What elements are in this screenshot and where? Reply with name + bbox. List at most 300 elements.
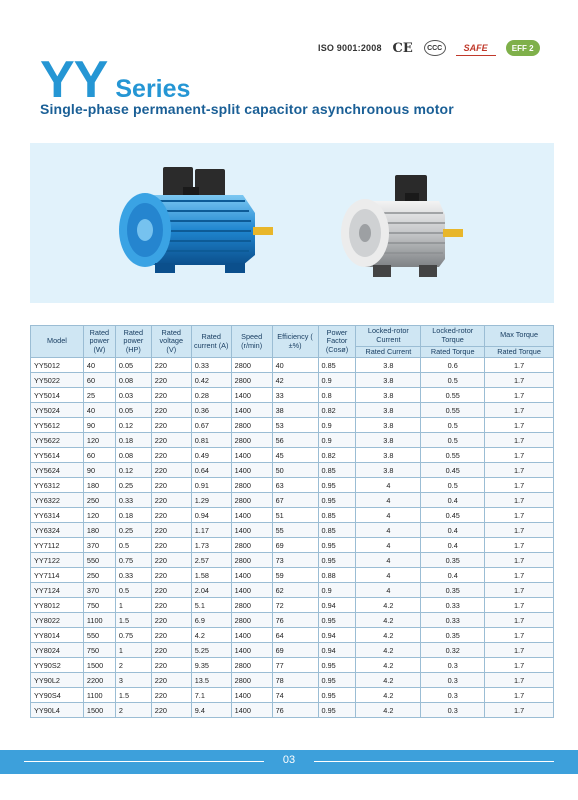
cell-current: 0.42 [191,373,231,388]
cell-locked-current: 3.8 [356,463,421,478]
cell-model: YY8014 [31,628,84,643]
cell-power-factor: 0.82 [318,448,356,463]
cell-power-factor: 0.82 [318,403,356,418]
cell-locked-torque: 0.32 [421,643,485,658]
cell-model: YY90L2 [31,673,84,688]
cell-efficiency: 63 [272,478,318,493]
cell-efficiency: 67 [272,493,318,508]
table-row [31,448,554,463]
cell-power-hp: 0.33 [115,568,151,583]
cell-power-factor: 0.9 [318,433,356,448]
cell-efficiency: 50 [272,463,318,478]
cell-speed: 2800 [231,538,272,553]
cell-current: 0.81 [191,433,231,448]
cell-locked-torque: 0.55 [421,388,485,403]
cell-locked-current: 4.2 [356,643,421,658]
cell-power-hp: 0.25 [115,523,151,538]
cell-power-w: 370 [83,583,115,598]
cell-locked-torque: 0.4 [421,538,485,553]
table-row [31,358,554,373]
title-yy: YY [40,51,108,109]
cell-model: YY90S4 [31,688,84,703]
cell-efficiency: 40 [272,358,318,373]
page-number: 03 [282,754,296,766]
cell-efficiency: 69 [272,643,318,658]
table-row [31,643,554,658]
cell-power-hp: 1 [115,643,151,658]
table-row [31,613,554,628]
cell-speed: 1400 [231,388,272,403]
cell-locked-current: 4.2 [356,613,421,628]
cell-voltage: 220 [151,448,191,463]
cell-voltage: 220 [151,493,191,508]
cell-locked-current: 4 [356,523,421,538]
cell-speed: 1400 [231,703,272,718]
cell-power-w: 180 [83,523,115,538]
table-row [31,418,554,433]
cell-max-torque: 1.7 [485,403,554,418]
table-row [31,523,554,538]
cell-locked-current: 4 [356,583,421,598]
cell-locked-current: 3.8 [356,358,421,373]
cell-model: YY5622 [31,433,84,448]
cell-current: 0.64 [191,463,231,478]
cell-power-factor: 0.9 [318,418,356,433]
cell-max-torque: 1.7 [485,673,554,688]
cell-efficiency: 53 [272,418,318,433]
cell-max-torque: 1.7 [485,568,554,583]
cell-efficiency: 38 [272,403,318,418]
cell-locked-current: 4 [356,553,421,568]
cell-model: YY8024 [31,643,84,658]
cell-locked-torque: 0.3 [421,673,485,688]
cell-locked-current: 4 [356,568,421,583]
cell-voltage: 220 [151,568,191,583]
cell-current: 5.1 [191,598,231,613]
cell-efficiency: 55 [272,523,318,538]
col-current: Rated current (A) [191,326,231,358]
cell-power-factor: 0.88 [318,568,356,583]
cell-power-factor: 0.94 [318,598,356,613]
cell-max-torque: 1.7 [485,703,554,718]
title-series: Series [115,75,191,103]
col-power-hp: Rated power (HP) [115,326,151,358]
cell-efficiency: 78 [272,673,318,688]
cell-max-torque: 1.7 [485,553,554,568]
table-row [31,478,554,493]
cell-speed: 1400 [231,403,272,418]
table-row [31,388,554,403]
cell-model: YY6324 [31,523,84,538]
cell-locked-torque: 0.33 [421,598,485,613]
cell-power-hp: 2 [115,658,151,673]
cell-locked-torque: 0.55 [421,403,485,418]
cell-efficiency: 33 [272,388,318,403]
cell-power-w: 370 [83,538,115,553]
cell-locked-current: 4 [356,493,421,508]
cell-power-w: 250 [83,568,115,583]
cell-efficiency: 76 [272,703,318,718]
cell-current: 2.57 [191,553,231,568]
cell-max-torque: 1.7 [485,613,554,628]
cell-model: YY6314 [31,508,84,523]
cell-power-factor: 0.95 [318,478,356,493]
cell-power-factor: 0.95 [318,688,356,703]
cell-model: YY6322 [31,493,84,508]
cell-voltage: 220 [151,688,191,703]
cell-power-w: 120 [83,508,115,523]
cell-speed: 1400 [231,523,272,538]
cell-locked-torque: 0.3 [421,658,485,673]
cell-power-hp: 0.25 [115,478,151,493]
cell-power-factor: 0.9 [318,373,356,388]
cell-speed: 2800 [231,598,272,613]
cell-max-torque: 1.7 [485,628,554,643]
cell-power-hp: 0.08 [115,373,151,388]
table-row [31,538,554,553]
cell-voltage: 220 [151,358,191,373]
cell-voltage: 220 [151,673,191,688]
cell-locked-torque: 0.35 [421,583,485,598]
cell-power-factor: 0.94 [318,643,356,658]
cell-voltage: 220 [151,463,191,478]
table-row [31,703,554,718]
cell-power-w: 1500 [83,658,115,673]
cell-power-w: 120 [83,433,115,448]
cell-speed: 1400 [231,643,272,658]
cell-current: 6.9 [191,613,231,628]
table-row [31,583,554,598]
cell-power-factor: 0.95 [318,493,356,508]
cell-efficiency: 74 [272,688,318,703]
table-row [31,508,554,523]
table-row [31,553,554,568]
cell-locked-torque: 0.45 [421,463,485,478]
cell-speed: 1400 [231,568,272,583]
cell-model: YY5612 [31,418,84,433]
cell-voltage: 220 [151,538,191,553]
table-header-row [31,326,554,347]
cell-locked-torque: 0.35 [421,628,485,643]
cell-voltage: 220 [151,478,191,493]
cell-locked-torque: 0.4 [421,493,485,508]
cell-max-torque: 1.7 [485,493,554,508]
cell-speed: 2800 [231,358,272,373]
cell-power-w: 750 [83,598,115,613]
cell-max-torque: 1.7 [485,418,554,433]
cell-max-torque: 1.7 [485,433,554,448]
cell-efficiency: 51 [272,508,318,523]
table-row [31,688,554,703]
cell-voltage: 220 [151,373,191,388]
table-row [31,598,554,613]
cell-power-factor: 0.85 [318,508,356,523]
cell-voltage: 220 [151,523,191,538]
cell-model: YY6312 [31,478,84,493]
spec-table [30,325,554,718]
blue-motor-image [115,165,290,280]
spec-table-body [31,358,554,718]
cell-max-torque: 1.7 [485,388,554,403]
cell-model: YY8022 [31,613,84,628]
cell-efficiency: 73 [272,553,318,568]
cell-max-torque: 1.7 [485,688,554,703]
cell-model: YY5022 [31,373,84,388]
cell-locked-current: 4.2 [356,628,421,643]
cell-power-hp: 0.33 [115,493,151,508]
cell-power-w: 90 [83,418,115,433]
cell-voltage: 220 [151,703,191,718]
cell-max-torque: 1.7 [485,643,554,658]
cell-power-w: 1100 [83,688,115,703]
cell-power-w: 750 [83,643,115,658]
cell-power-hp: 0.75 [115,628,151,643]
cell-locked-current: 3.8 [356,448,421,463]
cell-max-torque: 1.7 [485,583,554,598]
cell-model: YY5012 [31,358,84,373]
cell-max-torque: 1.7 [485,598,554,613]
cell-power-w: 40 [83,403,115,418]
cell-model: YY5024 [31,403,84,418]
cell-power-hp: 0.5 [115,538,151,553]
cell-locked-current: 4.2 [356,658,421,673]
cell-speed: 2800 [231,493,272,508]
cell-locked-torque: 0.45 [421,508,485,523]
cell-locked-current: 4 [356,478,421,493]
cell-current: 0.67 [191,418,231,433]
cell-locked-torque: 0.3 [421,703,485,718]
cell-model: YY7124 [31,583,84,598]
cell-locked-current: 4.2 [356,598,421,613]
cell-model: YY8012 [31,598,84,613]
cell-locked-torque: 0.35 [421,553,485,568]
cell-voltage: 220 [151,583,191,598]
cell-voltage: 220 [151,403,191,418]
cell-model: YY5624 [31,463,84,478]
cell-current: 7.1 [191,688,231,703]
cell-current: 0.33 [191,358,231,373]
cell-power-hp: 0.12 [115,418,151,433]
cell-voltage: 220 [151,658,191,673]
table-row [31,373,554,388]
cell-max-torque: 1.7 [485,373,554,388]
cell-power-w: 60 [83,448,115,463]
col-power-w: Rated power (W) [83,326,115,358]
cell-locked-current: 4.2 [356,673,421,688]
cell-current: 1.58 [191,568,231,583]
table-row [31,673,554,688]
cell-efficiency: 64 [272,628,318,643]
ccc-mark-icon: CCC [424,40,446,56]
cell-efficiency: 42 [272,373,318,388]
cell-power-w: 40 [83,358,115,373]
cell-current: 0.49 [191,448,231,463]
cell-power-hp: 0.03 [115,388,151,403]
cell-power-factor: 0.95 [318,553,356,568]
table-row [31,403,554,418]
cell-power-w: 1500 [83,703,115,718]
cell-voltage: 220 [151,433,191,448]
cell-efficiency: 45 [272,448,318,463]
iso-certification: ISO 9001:2008 [318,43,382,53]
cell-max-torque: 1.7 [485,448,554,463]
cell-speed: 2800 [231,613,272,628]
table-row [31,463,554,478]
cell-model: YY7114 [31,568,84,583]
cell-speed: 1400 [231,508,272,523]
cell-power-hp: 0.05 [115,358,151,373]
cell-power-hp: 1 [115,598,151,613]
cell-voltage: 220 [151,418,191,433]
cell-speed: 2800 [231,553,272,568]
cell-locked-torque: 0.5 [421,373,485,388]
safe-mark-icon: SAFE [456,40,496,56]
cell-model: YY90L4 [31,703,84,718]
cell-voltage: 220 [151,598,191,613]
cell-power-w: 250 [83,493,115,508]
cell-power-hp: 1.5 [115,688,151,703]
cell-max-torque: 1.7 [485,478,554,493]
cell-current: 13.5 [191,673,231,688]
cell-max-torque: 1.7 [485,523,554,538]
cell-efficiency: 69 [272,538,318,553]
cell-power-factor: 0.85 [318,358,356,373]
cell-power-factor: 0.95 [318,658,356,673]
cell-max-torque: 1.7 [485,658,554,673]
cell-speed: 2800 [231,658,272,673]
col-locked-torque: Locked-rotor Torque [421,326,485,347]
cell-locked-torque: 0.4 [421,523,485,538]
cell-locked-current: 4.2 [356,688,421,703]
cell-power-w: 550 [83,553,115,568]
cell-locked-current: 4 [356,538,421,553]
cell-speed: 1400 [231,583,272,598]
cell-efficiency: 76 [272,613,318,628]
cell-voltage: 220 [151,388,191,403]
cell-power-factor: 0.85 [318,463,356,478]
col-power-factor: Power Factor (Cosø) [318,326,356,358]
cell-power-w: 90 [83,463,115,478]
cell-voltage: 220 [151,643,191,658]
cell-speed: 2800 [231,418,272,433]
cell-speed: 2800 [231,373,272,388]
cell-power-w: 1100 [83,613,115,628]
cell-speed: 2800 [231,433,272,448]
cell-locked-current: 3.8 [356,418,421,433]
silver-motor-image [335,173,475,283]
col-model: Model [31,326,84,358]
cell-current: 4.2 [191,628,231,643]
cell-power-hp: 1.5 [115,613,151,628]
cell-power-factor: 0.85 [318,523,356,538]
cell-model: YY7122 [31,553,84,568]
cell-power-w: 25 [83,388,115,403]
cell-efficiency: 56 [272,433,318,448]
cell-max-torque: 1.7 [485,538,554,553]
cell-max-torque: 1.7 [485,508,554,523]
cell-locked-current: 4 [356,508,421,523]
cell-efficiency: 77 [272,658,318,673]
cell-model: YY5014 [31,388,84,403]
cell-power-factor: 0.8 [318,388,356,403]
cell-power-hp: 0.75 [115,553,151,568]
cell-efficiency: 59 [272,568,318,583]
cell-efficiency: 72 [272,598,318,613]
cell-power-w: 60 [83,373,115,388]
cell-locked-current: 4.2 [356,703,421,718]
cell-current: 0.28 [191,388,231,403]
cell-locked-torque: 0.5 [421,433,485,448]
cell-speed: 1400 [231,688,272,703]
cell-max-torque: 1.7 [485,358,554,373]
cell-power-factor: 0.95 [318,538,356,553]
cell-current: 0.94 [191,508,231,523]
col-max-torque-sub: Rated Torque [485,346,554,358]
col-max-torque: Max Torque [485,326,554,347]
col-efficiency: Efficiency ( ±%) [272,326,318,358]
col-speed: Speed (r/min) [231,326,272,358]
cell-max-torque: 1.7 [485,463,554,478]
cell-current: 5.25 [191,643,231,658]
cell-current: 2.04 [191,583,231,598]
col-locked-current: Locked-rotor Current [356,326,421,347]
cell-power-hp: 0.12 [115,463,151,478]
ce-mark-icon: CE [392,40,413,56]
cell-locked-torque: 0.3 [421,688,485,703]
col-locked-torque-sub: Rated Torque [421,346,485,358]
table-row [31,628,554,643]
cell-power-w: 2200 [83,673,115,688]
table-row [31,433,554,448]
cell-power-hp: 0.05 [115,403,151,418]
cell-power-factor: 0.94 [318,628,356,643]
page-subtitle: Single-phase permanent-split capacitor asynchronous motor [40,101,454,117]
table-row [31,568,554,583]
cell-power-factor: 0.95 [318,703,356,718]
cell-locked-torque: 0.4 [421,568,485,583]
cell-voltage: 220 [151,628,191,643]
page-footer [0,750,578,774]
cell-locked-torque: 0.33 [421,613,485,628]
cell-efficiency: 62 [272,583,318,598]
cell-current: 9.35 [191,658,231,673]
cell-current: 1.29 [191,493,231,508]
cell-locked-current: 3.8 [356,433,421,448]
cell-voltage: 220 [151,508,191,523]
cell-power-factor: 0.95 [318,613,356,628]
cell-locked-torque: 0.5 [421,478,485,493]
table-row [31,493,554,508]
cell-model: YY7112 [31,538,84,553]
cell-speed: 1400 [231,448,272,463]
cell-current: 0.91 [191,478,231,493]
cell-speed: 2800 [231,478,272,493]
cell-power-hp: 3 [115,673,151,688]
cell-model: YY5614 [31,448,84,463]
cell-voltage: 220 [151,553,191,568]
cell-locked-torque: 0.5 [421,418,485,433]
cell-locked-torque: 0.6 [421,358,485,373]
cell-current: 0.36 [191,403,231,418]
cell-current: 1.73 [191,538,231,553]
cell-current: 9.4 [191,703,231,718]
cell-power-hp: 2 [115,703,151,718]
cell-power-hp: 0.08 [115,448,151,463]
table-row [31,658,554,673]
cell-speed: 1400 [231,463,272,478]
cell-power-factor: 0.95 [318,673,356,688]
cell-power-hp: 0.18 [115,508,151,523]
